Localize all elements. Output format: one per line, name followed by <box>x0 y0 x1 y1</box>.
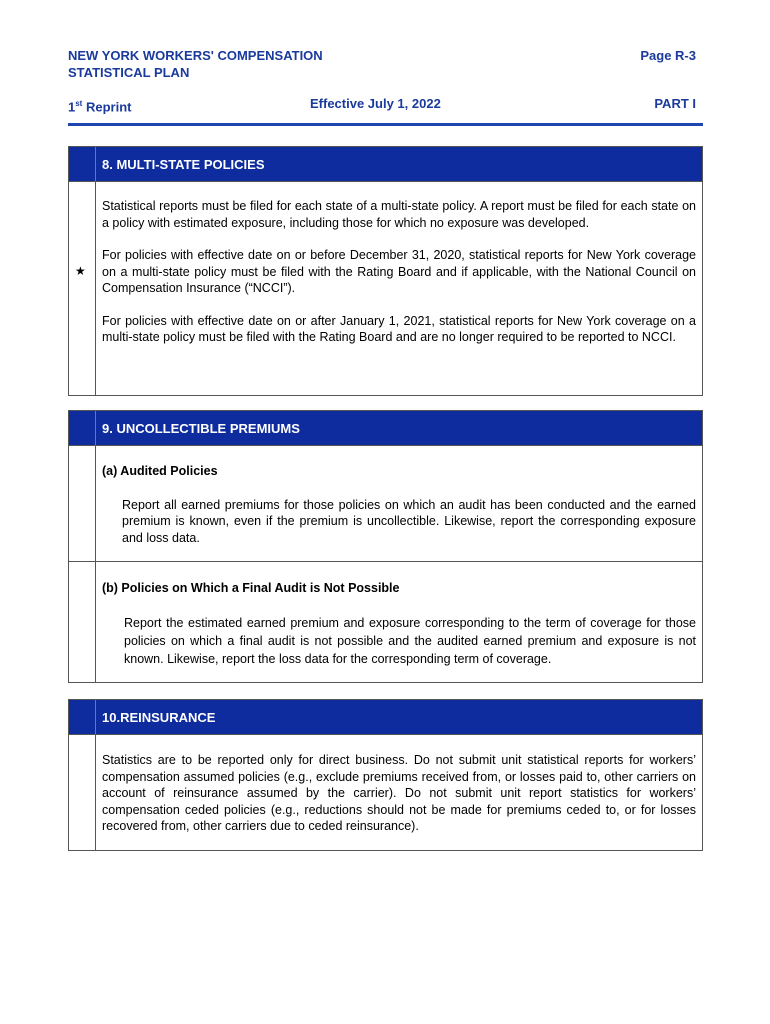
section-8-paragraph-1: Statistical reports must be filed for each state of a multi-state policy. A report must be filed for each state on a policy with estimated exposure, including those for which no exposure was developed. <box>102 199 696 230</box>
section-10-band <box>69 700 702 734</box>
final-audit-title: (b) Policies on Which a Final Audit is Not Possible <box>102 581 400 595</box>
reprint-ordinal: st <box>75 99 83 108</box>
section-8-paragraph-3: For policies with effective date on or after January 1, 2021, statistical reports for New York coverage on a multi-state policy must be filed with the Rating Board and are no longer required to be reported to NCCI. <box>102 313 696 344</box>
plan-title-line1: NEW YORK WORKERS' COMPENSATION <box>68 48 323 63</box>
section-10-paragraph: Statistics are to be reported only for direct business. Do not submit unit statistical reports for workers’ compensation assumed policies (e.g., exclude premiums received from, or losses paid to, other carriers on account of reinsurance assumed by the carrier). Do not submit unit report statistics for workers’ compensation ceded policies (e.g., reductions should not be made for premiums ceded to, or for losses recovered from, other carriers due to ceded reinsurance). <box>102 753 696 833</box>
page-number: Page R-3 <box>640 48 696 63</box>
section-8-body <box>69 181 702 395</box>
section-10-heading: 10.REINSURANCE <box>102 710 216 725</box>
section-9-heading: 9. UNCOLLECTIBLE PREMIUMS <box>102 421 300 436</box>
section-multi-state <box>68 146 703 396</box>
reprint-word: Reprint <box>82 99 132 115</box>
effective-date: Effective July 1, 2022 <box>310 96 441 111</box>
reprint-label <box>68 95 131 115</box>
part-label: PART I <box>654 96 696 111</box>
section-8-heading: 8. MULTI-STATE POLICIES <box>102 157 265 172</box>
section-9-band <box>69 411 702 445</box>
reprint-number: 1 <box>68 99 76 115</box>
plan-title-line2: STATISTICAL PLAN <box>68 65 190 80</box>
header-rule <box>68 123 703 126</box>
revision-star-icon: ★ <box>75 264 86 278</box>
section-uncollectible <box>68 410 703 683</box>
plan-title <box>68 47 323 81</box>
section-8-paragraph-2: For policies with effective date on or before December 31, 2020, statistical reports for New York coverage on a multi-state policy must be filed with the Rating Board and if applicable, with the National Council on Compensation Insurance (“NCCI”). <box>102 248 696 295</box>
audited-policies-title: (a) Audited Policies <box>102 464 218 478</box>
final-audit-text: Report the estimated earned premium and exposure corresponding to the term of coverage for those policies on which a final audit is not possible and the audited earned premium and exposure is not known. Likewise, report the loss data for the corresponding term of coverage. <box>124 615 696 666</box>
section-9-body <box>69 445 702 682</box>
section-8-band <box>69 147 702 181</box>
audited-policies-text: Report all earned premiums for those policies on which an audit has been conducted and the earned premium is known, even if the premium is uncollectible. Likewise, report the corresponding exposure and loss data. <box>122 497 696 545</box>
section-reinsurance <box>68 699 703 851</box>
section-10-body <box>69 734 702 850</box>
